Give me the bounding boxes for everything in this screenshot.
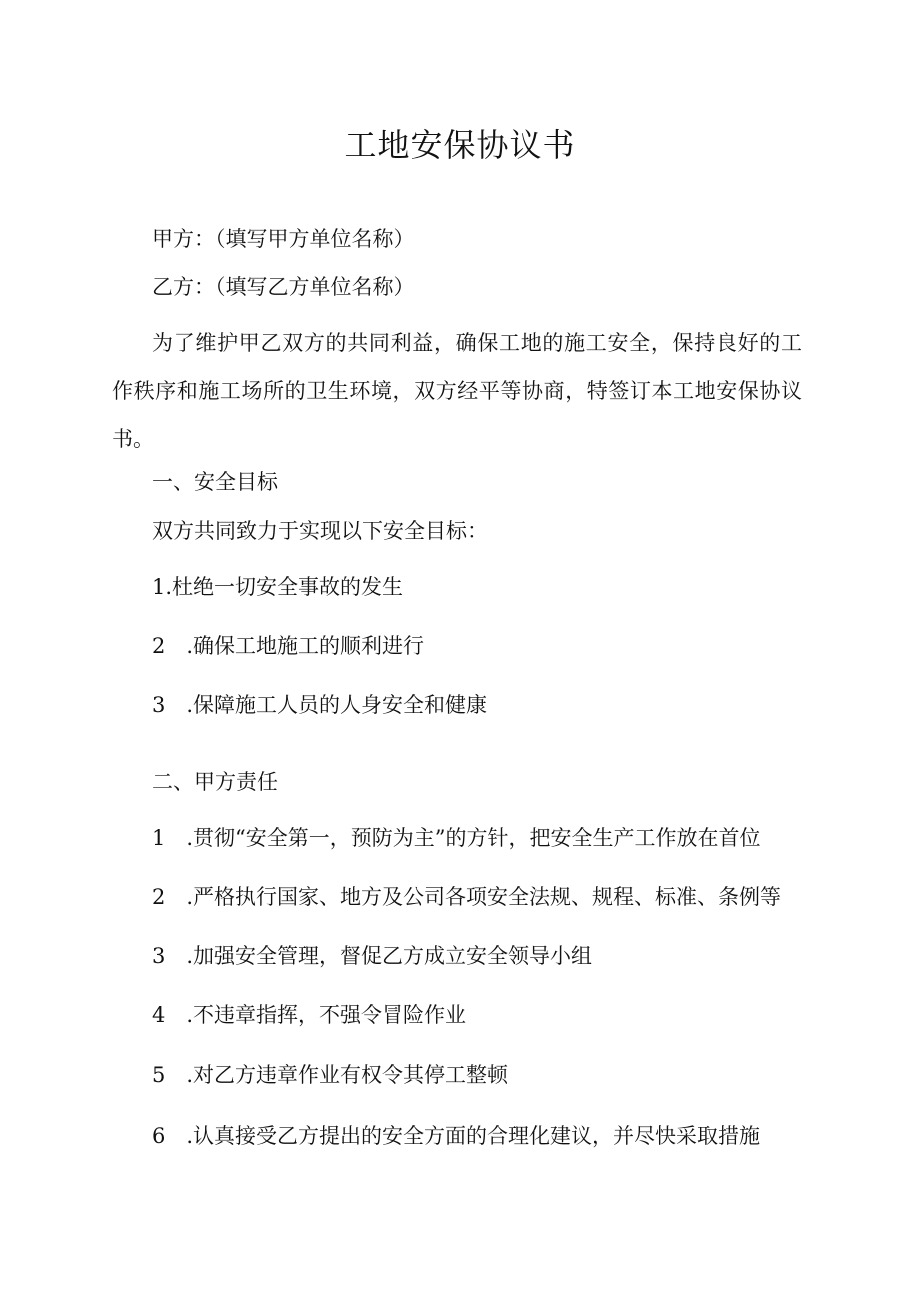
intro-paragraph: 为了维护甲乙双方的共同利益，确保工地的施工安全，保持良好的工作秩序和施工场所的卫生环境，双方经平等协商，特签订本工地安保协议书。 — [112, 331, 802, 451]
document-title: 工地安保协议书 — [344, 126, 576, 164]
section1-lead: 双方共同致力于实现以下安全目标： — [152, 519, 488, 543]
section1-item: 3 .保障施工人员的人身安全和健康 — [152, 693, 488, 717]
section2-item: 4 .不违章指挥，不强令冒险作业 — [152, 1003, 467, 1027]
section2-item: 5 .对乙方违章作业有权令其停工整顿 — [152, 1063, 509, 1087]
section1-item: 2 .确保工地施工的顺利进行 — [152, 634, 425, 658]
section1-heading: 一、安全目标 — [152, 470, 278, 494]
party-b-line: 乙方：（填写乙方单位名称） — [152, 275, 415, 299]
section1-item: 1.杜绝一切安全事故的发生 — [152, 575, 404, 599]
section2-heading: 二、甲方责任 — [152, 770, 278, 794]
party-a-line: 甲方：（填写甲方单位名称） — [152, 227, 415, 251]
section2-item: 2 .严格执行国家、地方及公司各项安全法规、规程、标准、条例等 — [152, 885, 782, 909]
section2-item: 3 .加强安全管理，督促乙方成立安全领导小组 — [152, 944, 593, 968]
section2-item: 6 .认真接受乙方提出的安全方面的合理化建议，并尽快采取措施 — [152, 1124, 761, 1148]
section2-item: 1 .贯彻“安全第一，预防为主”的方针，把安全生产工作放在首位 — [152, 826, 761, 850]
